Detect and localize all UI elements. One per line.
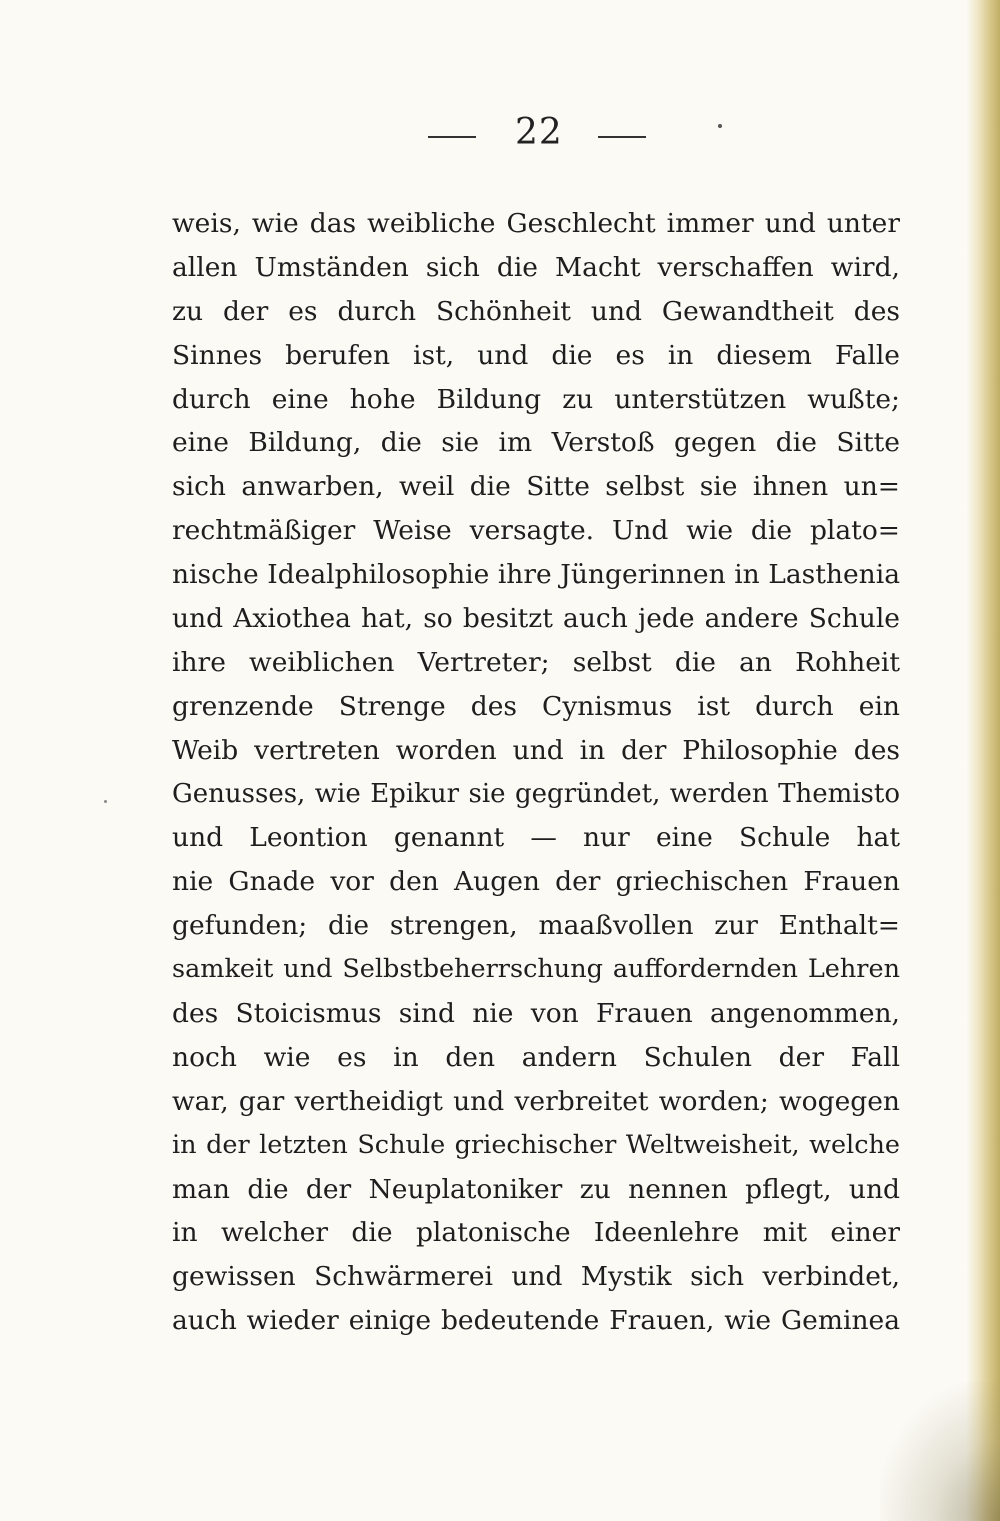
- text-line: und Axiothea hat, so besitzt auch jede andere Schule: [172, 603, 900, 635]
- text-line: gewissen Schwärmerei und Mystik sich verbindet,: [172, 1261, 900, 1293]
- body-text: [172, 202, 900, 1343]
- page-corner-shadow: [880, 1381, 1000, 1521]
- text-line: gefunden; die strengen, maaßvollen zur Enthalt=: [172, 910, 900, 942]
- text-line: in welcher die platonische Ideenlehre mit einer: [172, 1217, 900, 1249]
- page-edge-shading: [966, 0, 1000, 1521]
- text-line: auch wieder einige bedeutende Frauen, wie Geminea: [172, 1305, 900, 1337]
- text-line: man die der Neuplatoniker zu nennen pflegt, und: [172, 1173, 900, 1205]
- text-line: nie Gnade vor den Augen der griechischen Frauen: [172, 866, 900, 898]
- text-line: ihre weiblichen Vertreter; selbst die an Rohheit: [172, 646, 900, 678]
- header-dash-right: [598, 136, 646, 138]
- text-line: nische Idealphilosophie ihre Jüngerinnen in Lasthenia: [172, 559, 900, 591]
- text-line: Sinnes berufen ist, und die es in diesem Falle: [172, 339, 900, 371]
- text-line: durch eine hohe Bildung zu unterstützen wußte;: [172, 383, 900, 415]
- text-line: weis, wie das weibliche Geschlecht immer und unter: [172, 208, 900, 239]
- text-line: rechtmäßiger Weise versagte. Und wie die plato=: [172, 515, 900, 547]
- text-line: Weib vertreten worden und in der Philosophie des: [172, 734, 900, 766]
- text-line: zu der es durch Schönheit und Gewandtheit des: [172, 295, 900, 327]
- text-line: des Stoicismus sind nie von Frauen angenommen,: [172, 998, 900, 1030]
- header-dash-left: [428, 136, 476, 138]
- text-line: grenzende Strenge des Cynismus ist durch ein: [172, 690, 900, 722]
- text-line: Genusses, wie Epikur sie gegründet, werden Themisto: [172, 778, 900, 809]
- text-line: war, gar vertheidigt und verbreitet worden; wogegen: [172, 1085, 900, 1117]
- print-speck: [104, 800, 107, 803]
- text-line: in der letzten Schule griechischer Weltweisheit, welche: [172, 1129, 900, 1160]
- text-line: und Leontion genannt — nur eine Schule hat: [172, 822, 900, 854]
- text-line: allen Umständen sich die Macht verschaffen wird,: [172, 251, 900, 283]
- print-speck: [718, 124, 722, 128]
- page-header: [0, 108, 1000, 158]
- page-number: 22: [515, 112, 563, 153]
- text-line: samkeit und Selbstbeherrschung auffordernden Lehren: [172, 954, 900, 985]
- text-line: sich anwarben, weil die Sitte selbst sie ihnen un=: [172, 471, 900, 503]
- text-line: eine Bildung, die sie im Verstoß gegen die Sitte: [172, 427, 900, 459]
- text-line: noch wie es in den andern Schulen der Fall: [172, 1041, 900, 1073]
